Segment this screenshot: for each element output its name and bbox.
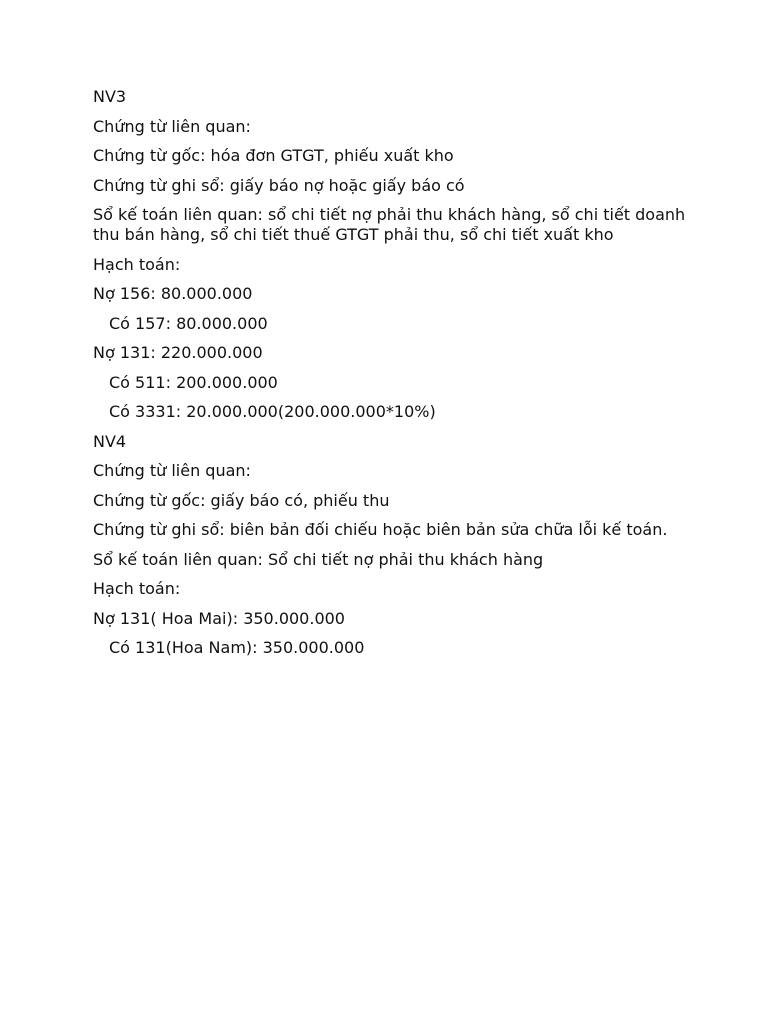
section-heading-nv4: NV4 <box>93 431 127 451</box>
posting-documents-line: Chứng từ ghi sổ: giấy báo nợ hoặc giấy báo có <box>93 175 465 195</box>
related-documents-label: Chứng từ liên quan: <box>93 116 251 136</box>
accounting-entry-label: Hạch toán: <box>93 579 181 598</box>
credit-entry: Có 3331: 20.000.000(200.000.000*10%) <box>109 402 436 421</box>
accounting-entry-label: Hạch toán: <box>93 254 181 274</box>
section-heading-nv3: NV3 <box>93 87 127 106</box>
document-page <box>93 87 693 668</box>
related-ledgers-line: Sổ kế toán liên quan: sổ chi tiết nợ phải thu khách hàng, sổ chi tiết doanh thu bán hàng, sổ chi tiết thuế GTGT phải thu, sổ chi tiết xuất kho <box>93 205 686 244</box>
source-documents-line: Chứng từ gốc: hóa đơn GTGT, phiếu xuất kho <box>93 146 454 165</box>
credit-entry: Có 511: 200.000.000 <box>109 372 278 392</box>
source-documents-line: Chứng từ gốc: giấy báo có, phiếu thu <box>93 490 390 510</box>
credit-entry: Có 131(Hoa Nam): 350.000.000 <box>109 638 365 657</box>
debit-entry: Nợ 131( Hoa Mai): 350.000.000 <box>93 608 345 628</box>
debit-entry: Nợ 131: 220.000.000 <box>93 343 263 362</box>
credit-entry: Có 157: 80.000.000 <box>109 313 268 333</box>
related-ledgers-line: Sổ kế toán liên quan: Sổ chi tiết nợ phải thu khách hàng <box>93 549 544 569</box>
debit-entry: Nợ 156: 80.000.000 <box>93 284 253 303</box>
posting-documents-line: Chứng từ ghi sổ: biên bản đối chiếu hoặc biên bản sửa chữa lỗi kế toán. <box>93 520 668 539</box>
related-documents-label: Chứng từ liên quan: <box>93 461 251 480</box>
